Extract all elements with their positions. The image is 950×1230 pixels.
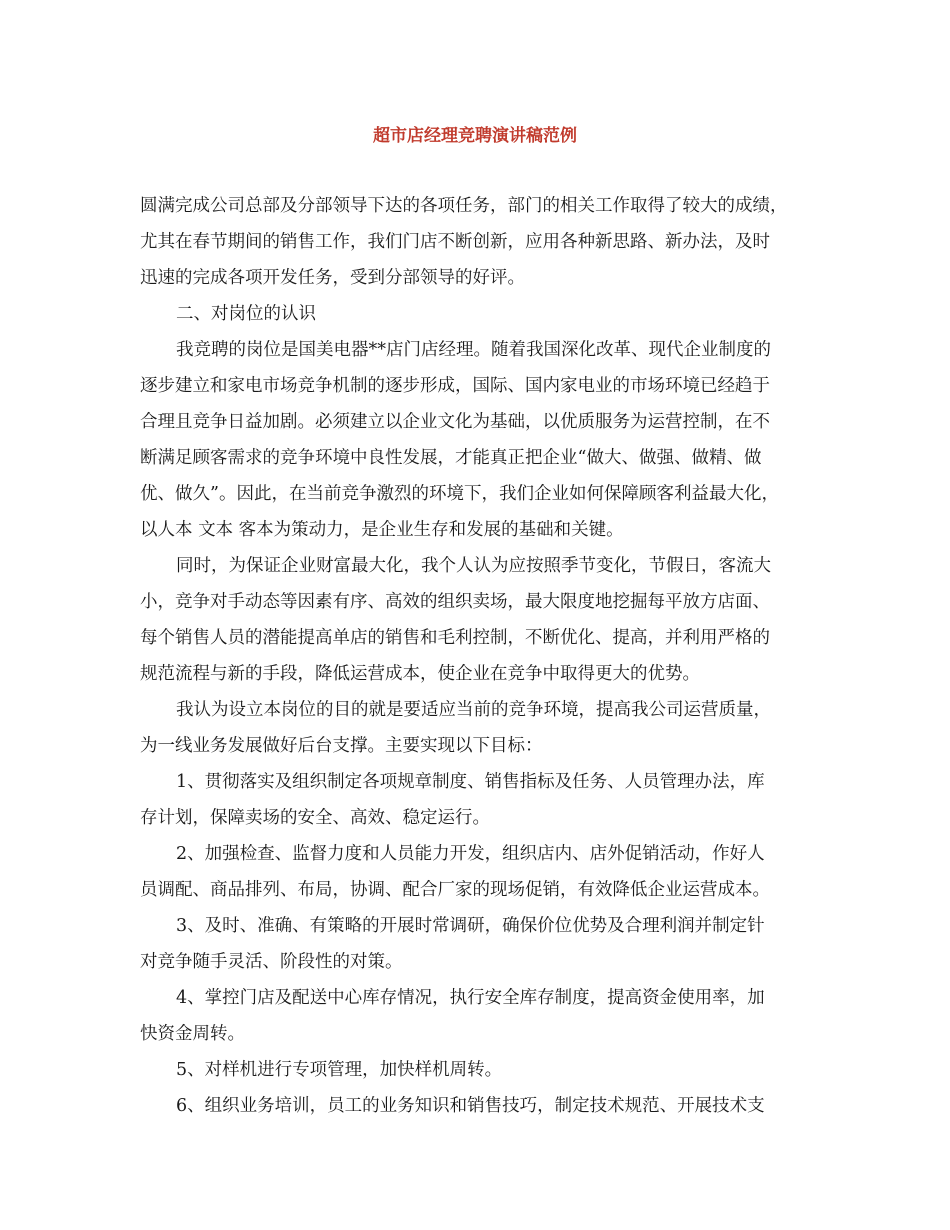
text-line: 对竞争随手灵活、阶段性的对策。 [140,952,403,972]
text-line: 逐步建立和家电市场竞争机制的逐步形成，国际、国内家电业的市场环境已经趋于 [140,376,770,396]
text-line: 尤其在春节期间的销售工作，我们门店不断创新，应用各种新思路、新办法，及时 [140,232,770,252]
text-line: 我认为设立本岗位的目的就是要适应当前的竞争环境，提高我公司运营质量， [176,700,771,720]
text-line: 3、及时、准确、有策略的开展时常调研，确保价位优势及合理利润并制定针 [176,916,765,936]
text-line: 我竞聘的岗位是国美电器**店门店经理。随着我国深化改革、现代企业制度的 [176,340,771,360]
text-line: 圆满完成公司总部及分部领导下达的各项任务，部门的相关工作取得了较大的成绩， [140,196,788,216]
text-line: 员调配、商品排列、布局，协调、配合厂家的现场促销，有效降低企业运营成本。 [140,880,770,900]
text-line: 小，竞争对手动态等因素有序、高效的组织卖场，最大限度地挖掘每平放方店面、 [140,592,770,612]
text-line: 二、对岗位的认识 [176,304,316,324]
document-title: 超市店经理竞聘演讲稿范例 [373,126,577,146]
text-line: 存计划，保障卖场的安全、高效、稳定运行。 [140,808,490,828]
text-line: 快资金周转。 [140,1024,245,1044]
text-line: 断满足顾客需求的竞争环境中良性发展，才能真正把企业“做大、做强、做精、做 [140,448,762,468]
text-line: 6、组织业务培训，员工的业务知识和销售技巧，制定技术规范、开展技术支 [176,1096,765,1116]
text-line: 2、加强检查、监督力度和人员能力开发，组织店内、店外促销活动，作好人 [176,844,765,864]
text-line: 规范流程与新的手段，降低运营成本，使企业在竞争中取得更大的优势。 [140,664,700,684]
text-line: 同时，为保证企业财富最大化，我个人认为应按照季节变化，节假日，客流大 [176,556,771,576]
text-line: 以人本 文本 客本为策动力，是企业生存和发展的基础和关键。 [140,520,624,540]
text-line: 为一线业务发展做好后台支撑。主要实现以下目标： [140,736,543,756]
text-line: 1、贯彻落实及组织制定各项规章制度、销售指标及任务、人员管理办法，库 [176,772,765,792]
document-body [140,188,840,1124]
text-line: 优、做久”。因此，在当前竞争激烈的环境下，我们企业如何保障顾客利益最大化， [140,484,779,504]
text-line: 5、对样机进行专项管理，加快样机周转。 [176,1060,503,1080]
text-line: 每个销售人员的潜能提高单店的销售和毛利控制，不断优化、提高，并利用严格的 [140,628,770,648]
text-line: 合理且竞争日益加剧。必须建立以企业文化为基础，以优质服务为运营控制，在不 [140,412,770,432]
text-line: 迅速的完成各项开发任务，受到分部领导的好评。 [140,268,525,288]
text-line: 4、掌控门店及配送中心库存情况，执行安全库存制度，提高资金使用率，加 [176,988,765,1008]
